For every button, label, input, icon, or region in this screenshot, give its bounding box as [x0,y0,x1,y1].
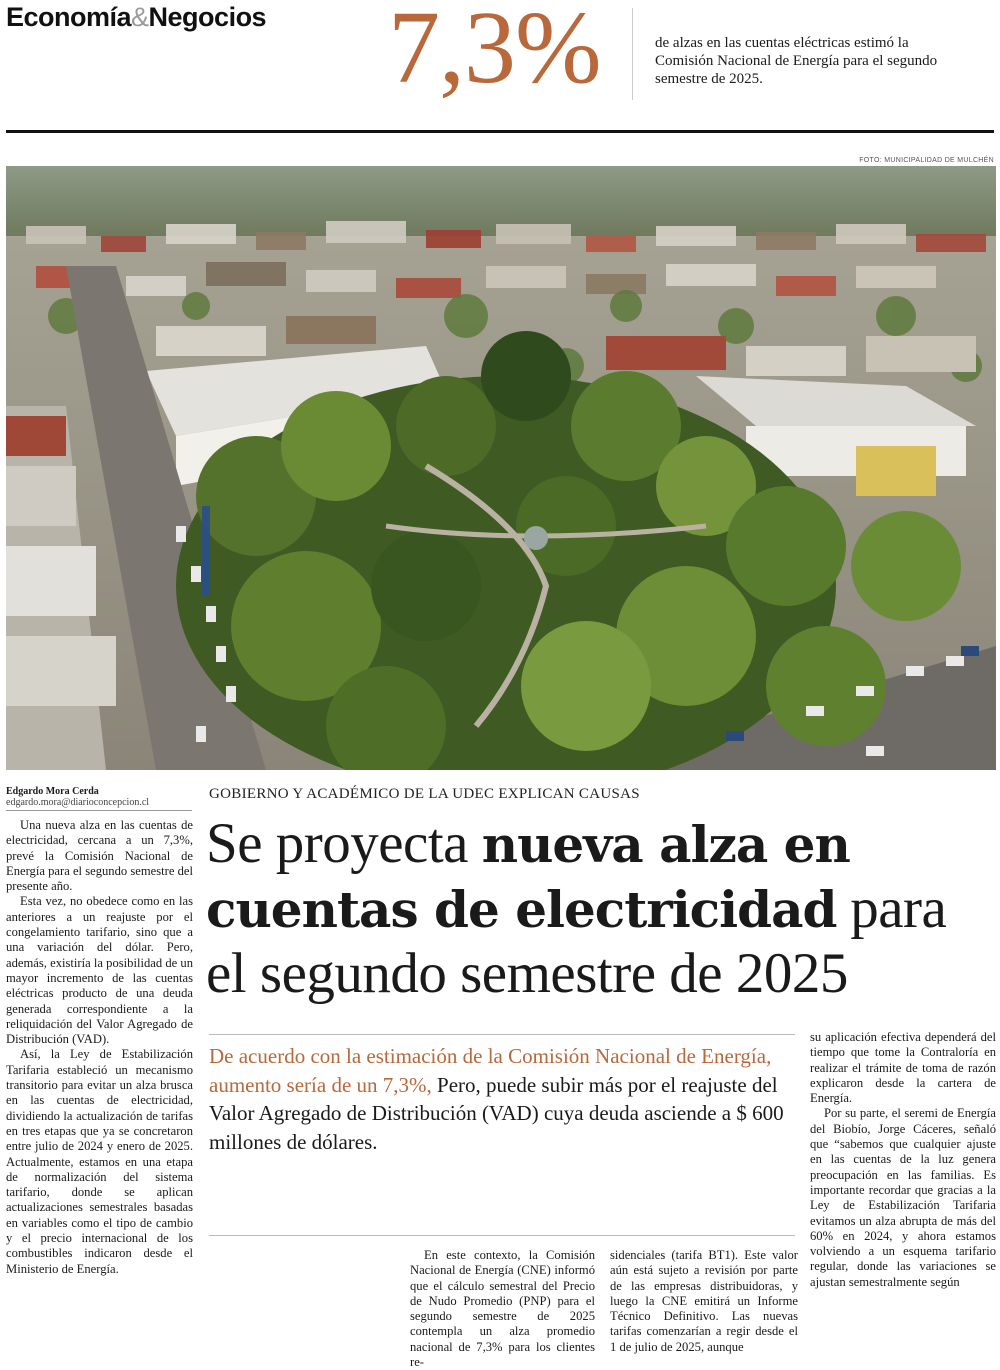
byline-rule [6,810,192,811]
headline-figure: 7,3% [388,0,601,105]
figure-divider [632,8,633,100]
section-name-2: Negocios [148,2,267,32]
section-ampersand: & [131,2,149,32]
paragraph: Así, la Ley de Estabilización Tarifaria estableció un mecanismo transitorio para evitar un alza brusca en las cuentas de electricidad, dividiendo la actualización de tarifas en tres etapas que ya se concretaron entre julio de 2024 y enero de 2025. Actualmente, estamos en una etapa de normalización del sistema tarifario, donde se aplican actualizaciones semestrales basadas en variables como el tipo de cambio y el precio internacional de los combustibles indicaron desde el Ministerio de Energía. [6,1047,193,1276]
paragraph: su aplicación efectiva dependerá del tiempo que tome la Contraloría en realizar el trámite de toma de razón explicaron desde la cartera de Energía. [810,1030,996,1106]
author-email: edgardo.mora@diarioconcepcion.cl [6,797,150,808]
paragraph: Esta vez, no obedece como en las anteriores a un reajuste por el congelamiento tarifario, sino que a una variación del dólar. Pero, además, existiría la posibilidad de un mayor incremento de las cuentas eléctricas producto de una deuda generada correspondiente a la reliquidación del Valor Agregado de Distribución (VAD). [6,894,193,1047]
paragraph: sidenciales (tarifa BT1). Este valor aún está sujeto a revisión por parte de las empresas distribuidoras, y luego la CNE emitirá un Informe Técnico Definitivo. Las nuevas tarifas comenzarían a regir desde el 1 de julio de 2025, aunque [610,1248,798,1354]
headline-part-2: para el segundo semestre de 2025 [206,877,947,1005]
paragraph: En este contexto, la Comisión Nacional de Energía (CNE) informó que el cálculo semestral del Precio de Nudo Promedio (PNP) para el segundo semestre de 2025 contempla un alza promedio nacional de 7,3% para los clientes re- [410,1248,595,1370]
article-headline [206,812,996,1006]
lede-rule-top [209,1034,795,1035]
article-lede [209,1042,799,1156]
photo-credit: FOTO: MUNICIPALIDAD DE MULCHÉN [859,157,994,164]
paragraph: Una nueva alza en las cuentas de electricidad, cercana a un 7,3%, prevé la Comisión Nacional de Energía para el segundo semestre del presente año. [6,818,193,894]
figure-caption: de alzas en las cuentas eléctricas estimó la Comisión Nacional de Energía para el segundo semestre de 2025. [655,35,938,87]
article-column-middle-2 [610,1248,798,1355]
author-name: Edgardo Mora Cerda [6,786,99,797]
headline-part-1: Se proyecta [206,812,482,875]
section-title [6,2,266,33]
headline-bold: nueva alza en cuentas de electricidad [206,815,850,939]
aerial-photo-illustration [6,166,996,770]
article-column-right [810,1030,996,1290]
lede-rule-bottom [209,1235,795,1236]
paragraph: Por su parte, el seremi de Energía del Biobío, Jorge Cáceres, señaló que “sabemos que cualquier ajuste en las cuentas de la luz genera preocupación en las familias. Es importante recordar que gracias a la Ley de Estabilización Tarifaria evitamos un alza abrupta de más del 60% en 2024, y ahora estamos volviendo a un esquema tarifario regular, donde las variaciones se ajustan semestralmente según [810,1106,996,1289]
lede-text: Pero, puede subir más por el reajuste del Valor Agregado de Distribución (VAD) cuya deuda asciende a $ 600 millones de dólares. [209,1072,784,1154]
lede-accent: De acuerdo con la estimación de la Comisión Nacional de Energía, aumento sería de un 7,3%, [209,1044,772,1097]
article-column-middle-1 [410,1248,595,1370]
article-column-left [6,818,193,1277]
article-kicker: GOBIERNO Y ACADÉMICO DE LA UDEC EXPLICAN CAUSAS [209,786,640,802]
section-name: Economía [6,2,132,32]
aerial-town-photo [6,166,996,770]
header-rule [6,130,994,133]
